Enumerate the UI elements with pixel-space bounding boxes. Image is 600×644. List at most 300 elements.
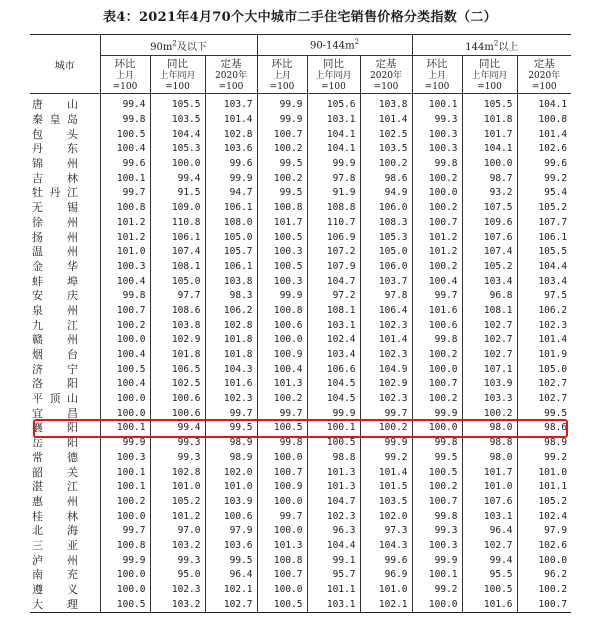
index-value-cell: 102.3 — [360, 318, 412, 333]
index-value-cell: 100.0 — [412, 362, 462, 377]
index-value-cell: 100.7 — [517, 597, 571, 612]
city-name: 泉州 — [32, 303, 78, 317]
index-value-cell: 105.3 — [150, 142, 205, 157]
index-value-cell: 100.2 — [517, 583, 571, 598]
city-name: 唐山 — [32, 98, 78, 112]
city-name: 丹东 — [32, 142, 78, 156]
index-value-cell: 107.4 — [150, 245, 205, 260]
index-value-cell: 103.5 — [150, 113, 205, 128]
table-row — [30, 142, 571, 157]
index-value-cell: 100.7 — [257, 127, 307, 142]
index-value-cell: 101.3 — [257, 539, 307, 554]
index-value-cell: 100.7 — [100, 304, 150, 319]
index-value-cell: 105.0 — [360, 245, 412, 260]
index-value-cell: 99.4 — [462, 553, 517, 568]
index-value-cell: 100.8 — [257, 304, 307, 319]
base-eq-header-0: =100 — [100, 82, 150, 94]
index-value-cell: 100.6 — [412, 318, 462, 333]
index-value-cell: 97.7 — [150, 289, 205, 304]
index-value-cell: 105.5 — [517, 245, 571, 260]
index-value-cell: 99.6 — [100, 157, 150, 172]
index-value-cell: 103.9 — [205, 495, 257, 510]
index-value-cell: 98.0 — [462, 451, 517, 466]
base-header-5: 2020年 — [360, 71, 412, 82]
index-value-cell: 99.5 — [517, 406, 571, 421]
index-value-cell: 104.4 — [307, 539, 360, 554]
index-value-cell: 107.9 — [307, 260, 360, 275]
city-name: 徐州 — [32, 215, 78, 229]
index-value-cell: 99.7 — [257, 406, 307, 421]
index-value-cell: 101.2 — [100, 216, 150, 231]
index-value-cell: 98.6 — [360, 171, 412, 186]
index-value-cell: 95.0 — [150, 568, 205, 583]
index-value-cell: 97.2 — [307, 289, 360, 304]
index-value-cell: 106.1 — [205, 201, 257, 216]
index-value-cell: 100.0 — [257, 583, 307, 598]
sub-header-7: 同比 — [462, 56, 517, 72]
index-value-cell: 97.3 — [360, 524, 412, 539]
index-value-cell: 107.5 — [462, 201, 517, 216]
index-value-cell: 98.7 — [462, 171, 517, 186]
index-value-cell: 102.8 — [150, 465, 205, 480]
city-cell — [30, 201, 100, 216]
index-value-cell: 102.3 — [150, 583, 205, 598]
sub-header-4: 同比 — [307, 56, 360, 72]
index-value-cell: 102.3 — [517, 318, 571, 333]
index-value-cell: 103.7 — [205, 94, 257, 113]
index-value-cell: 103.7 — [360, 274, 412, 289]
index-value-cell: 98.3 — [205, 289, 257, 304]
index-value-cell: 104.4 — [517, 260, 571, 275]
base-header-8: 2020年 — [517, 71, 571, 82]
index-value-cell: 99.2 — [360, 451, 412, 466]
index-value-cell: 102.4 — [307, 333, 360, 348]
index-value-cell: 102.0 — [205, 465, 257, 480]
index-value-cell: 103.8 — [150, 318, 205, 333]
city-name: 襄阳 — [32, 421, 78, 435]
index-value-cell: 106.4 — [360, 304, 412, 319]
city-cell — [30, 186, 100, 201]
city-name: 三亚 — [32, 538, 78, 552]
index-value-cell: 108.1 — [307, 304, 360, 319]
city-cell — [30, 583, 100, 598]
table-row — [30, 274, 571, 289]
index-value-cell: 95.7 — [307, 568, 360, 583]
city-name: 秦皇岛 — [32, 113, 78, 127]
index-value-cell: 95.4 — [517, 186, 571, 201]
index-value-cell: 99.9 — [257, 113, 307, 128]
city-cell — [30, 260, 100, 275]
table-row — [30, 157, 571, 172]
index-value-cell: 100.2 — [100, 318, 150, 333]
index-value-cell: 108.1 — [150, 260, 205, 275]
index-value-cell: 100.3 — [412, 539, 462, 554]
index-value-cell: 100.1 — [412, 94, 462, 113]
sub-header-3: 环比 — [257, 56, 307, 72]
index-value-cell: 99.9 — [100, 553, 150, 568]
index-value-cell: 99.3 — [150, 436, 205, 451]
index-value-cell: 98.9 — [517, 436, 571, 451]
index-value-cell: 100.0 — [412, 421, 462, 436]
city-name: 大理 — [32, 597, 78, 611]
city-cell — [30, 524, 100, 539]
index-value-cell: 100.4 — [257, 362, 307, 377]
index-value-cell: 102.7 — [462, 333, 517, 348]
city-cell — [30, 127, 100, 142]
index-value-cell: 100.9 — [257, 348, 307, 363]
base-eq-header-4: =100 — [307, 82, 360, 94]
index-value-cell: 100.5 — [100, 362, 150, 377]
city-cell — [30, 94, 100, 113]
index-value-cell: 100.0 — [150, 157, 205, 172]
city-name: 湛江 — [32, 480, 78, 494]
index-value-cell: 100.3 — [257, 245, 307, 260]
index-value-cell: 102.3 — [360, 392, 412, 407]
sub-header-0: 环比 — [100, 56, 150, 72]
city-cell — [30, 348, 100, 363]
index-value-cell: 101.9 — [517, 348, 571, 363]
index-value-cell: 98.6 — [517, 421, 571, 436]
index-value-cell: 100.2 — [412, 392, 462, 407]
index-value-cell: 105.3 — [360, 230, 412, 245]
index-value-cell: 108.0 — [205, 216, 257, 231]
index-value-cell: 99.5 — [257, 186, 307, 201]
index-value-cell: 101.7 — [462, 465, 517, 480]
index-value-cell: 100.1 — [100, 480, 150, 495]
city-cell — [30, 436, 100, 451]
index-value-cell: 102.3 — [205, 392, 257, 407]
base-header-0: 上月 — [100, 71, 150, 82]
index-value-cell: 100.3 — [100, 451, 150, 466]
index-value-cell: 100.5 — [412, 465, 462, 480]
city-cell — [30, 392, 100, 407]
index-value-cell: 99.9 — [257, 94, 307, 113]
city-name: 吉林 — [32, 171, 78, 185]
city-name: 惠州 — [32, 494, 78, 508]
index-value-cell: 101.8 — [205, 333, 257, 348]
index-value-cell: 98.9 — [205, 436, 257, 451]
table-row — [30, 480, 571, 495]
index-value-cell: 100.2 — [360, 421, 412, 436]
city-cell — [30, 597, 100, 612]
index-value-cell: 101.6 — [462, 597, 517, 612]
index-value-cell: 101.1 — [307, 583, 360, 598]
index-value-cell: 100.4 — [100, 348, 150, 363]
table-row — [30, 553, 571, 568]
index-value-cell: 91.9 — [307, 186, 360, 201]
index-value-cell: 101.6 — [412, 304, 462, 319]
city-name: 包头 — [32, 127, 78, 141]
table-row — [30, 377, 571, 392]
index-value-cell: 100.4 — [412, 274, 462, 289]
city-name: 南充 — [32, 568, 78, 582]
index-value-cell: 101.2 — [412, 230, 462, 245]
index-value-cell: 107.2 — [307, 245, 360, 260]
index-value-cell: 102.7 — [462, 539, 517, 554]
index-value-cell: 99.7 — [257, 509, 307, 524]
index-value-cell: 102.5 — [150, 377, 205, 392]
index-value-cell: 100.2 — [462, 406, 517, 421]
table-row — [30, 127, 571, 142]
city-cell — [30, 480, 100, 495]
index-value-cell: 99.9 — [307, 406, 360, 421]
index-value-cell: 101.2 — [150, 509, 205, 524]
table-row — [30, 539, 571, 554]
index-value-cell: 99.3 — [412, 113, 462, 128]
index-value-cell: 104.7 — [307, 274, 360, 289]
index-value-cell: 103.6 — [205, 539, 257, 554]
table-row — [30, 568, 571, 583]
index-value-cell: 100.6 — [257, 318, 307, 333]
table-row — [30, 171, 571, 186]
table-title: 表4：2021年4月70个大中城市二手住宅销售价格分类指数（二） — [103, 10, 497, 25]
table-row — [30, 465, 571, 480]
index-value-cell: 99.9 — [100, 436, 150, 451]
index-value-cell: 105.0 — [205, 230, 257, 245]
index-value-cell: 99.5 — [257, 157, 307, 172]
table-row — [30, 230, 571, 245]
index-value-cell: 99.3 — [150, 451, 205, 466]
index-value-cell: 100.0 — [257, 333, 307, 348]
index-value-cell: 99.7 — [100, 524, 150, 539]
index-value-cell: 101.4 — [517, 127, 571, 142]
index-value-cell: 100.6 — [150, 392, 205, 407]
index-value-cell: 100.5 — [257, 230, 307, 245]
index-value-cell: 107.4 — [462, 245, 517, 260]
index-value-cell: 99.5 — [412, 451, 462, 466]
index-value-cell: 101.0 — [462, 480, 517, 495]
group-header-144-above: $144m^2$以上 — [412, 35, 571, 56]
index-value-cell: 100.0 — [100, 509, 150, 524]
index-value-cell: 100.7 — [257, 465, 307, 480]
base-eq-header-6: =100 — [412, 82, 462, 94]
index-value-cell: 100.0 — [100, 568, 150, 583]
sub-header-6: 环比 — [412, 56, 462, 72]
city-name: 遵义 — [32, 583, 78, 597]
table-row — [30, 304, 571, 319]
index-value-cell: 97.0 — [150, 524, 205, 539]
index-value-cell: 99.9 — [412, 553, 462, 568]
index-value-cell: 101.3 — [257, 377, 307, 392]
index-value-cell: 108.3 — [360, 216, 412, 231]
index-value-cell: 100.0 — [412, 597, 462, 612]
table-row — [30, 113, 571, 128]
index-value-cell: 104.1 — [517, 94, 571, 113]
index-value-cell: 105.2 — [150, 495, 205, 510]
index-value-cell: 106.0 — [360, 260, 412, 275]
index-value-cell: 99.9 — [205, 171, 257, 186]
index-value-cell: 102.3 — [307, 509, 360, 524]
index-value-cell: 101.3 — [307, 465, 360, 480]
index-value-cell: 98.9 — [205, 451, 257, 466]
index-value-cell: 108.1 — [462, 304, 517, 319]
city-cell — [30, 362, 100, 377]
index-value-cell: 103.1 — [307, 597, 360, 612]
index-value-cell: 100.0 — [100, 392, 150, 407]
city-name: 锦州 — [32, 157, 78, 171]
index-value-cell: 103.8 — [360, 94, 412, 113]
index-value-cell: 100.2 — [412, 201, 462, 216]
index-value-cell: 100.2 — [257, 171, 307, 186]
index-value-cell: 100.0 — [100, 406, 150, 421]
index-value-cell: 103.3 — [462, 392, 517, 407]
index-value-cell: 108.8 — [307, 201, 360, 216]
sub-header-1: 同比 — [150, 56, 205, 72]
index-value-cell: 100.3 — [100, 260, 150, 275]
index-value-cell: 101.8 — [462, 113, 517, 128]
sub-header-8: 定基 — [517, 56, 571, 72]
index-value-cell: 101.8 — [205, 348, 257, 363]
index-value-cell: 100.8 — [257, 201, 307, 216]
base-header-2: 2020年 — [205, 71, 257, 82]
index-value-cell: 106.2 — [517, 304, 571, 319]
index-value-cell: 100.2 — [100, 495, 150, 510]
index-value-cell: 97.8 — [360, 289, 412, 304]
index-value-cell: 107.6 — [462, 230, 517, 245]
index-value-cell: 103.8 — [205, 274, 257, 289]
index-value-cell: 99.8 — [100, 289, 150, 304]
index-value-cell: 101.8 — [150, 348, 205, 363]
city-cell — [30, 333, 100, 348]
index-value-cell: 93.2 — [462, 186, 517, 201]
index-value-cell: 100.6 — [150, 406, 205, 421]
index-value-cell: 99.9 — [307, 157, 360, 172]
index-value-cell: 100.5 — [257, 260, 307, 275]
index-value-cell: 101.0 — [205, 480, 257, 495]
sub-header-5: 定基 — [360, 56, 412, 72]
index-value-cell: 98.8 — [462, 436, 517, 451]
index-value-cell: 95.5 — [462, 568, 517, 583]
table-row — [30, 318, 571, 333]
base-header-7: 上年同月 — [462, 71, 517, 82]
table-row — [30, 451, 571, 466]
index-value-cell: 97.8 — [307, 171, 360, 186]
index-value-cell: 101.1 — [517, 480, 571, 495]
index-value-cell: 100.3 — [412, 127, 462, 142]
index-value-cell: 109.0 — [150, 201, 205, 216]
table-row — [30, 201, 571, 216]
index-value-cell: 100.5 — [257, 597, 307, 612]
index-value-cell: 102.4 — [517, 509, 571, 524]
index-value-cell: 107.7 — [517, 216, 571, 231]
city-name: 赣州 — [32, 333, 78, 347]
index-value-cell: 100.0 — [257, 495, 307, 510]
index-value-cell: 97.9 — [205, 524, 257, 539]
index-value-cell: 105.2 — [517, 201, 571, 216]
index-value-cell: 104.3 — [360, 539, 412, 554]
city-name: 北海 — [32, 524, 78, 538]
index-value-cell: 99.7 — [205, 406, 257, 421]
index-value-cell: 99.2 — [517, 171, 571, 186]
index-value-cell: 100.1 — [100, 421, 150, 436]
base-header-1: 上年同月 — [150, 71, 205, 82]
index-value-cell: 106.6 — [307, 362, 360, 377]
city-cell — [30, 451, 100, 466]
base-eq-header-8: =100 — [517, 82, 571, 94]
index-value-cell: 99.6 — [205, 157, 257, 172]
base-eq-header-3: =100 — [257, 82, 307, 94]
city-name: 安庆 — [32, 289, 78, 303]
index-value-cell: 102.7 — [205, 597, 257, 612]
index-value-cell: 103.2 — [150, 539, 205, 554]
index-value-cell: 106.1 — [150, 230, 205, 245]
index-value-cell: 100.0 — [100, 583, 150, 598]
table-row — [30, 186, 571, 201]
base-eq-header-2: =100 — [205, 82, 257, 94]
index-value-cell: 96.4 — [462, 524, 517, 539]
index-value-cell: 105.2 — [462, 260, 517, 275]
index-value-cell: 94.7 — [205, 186, 257, 201]
index-value-cell: 100.7 — [257, 568, 307, 583]
city-cell — [30, 157, 100, 172]
index-value-cell: 104.4 — [150, 127, 205, 142]
index-value-cell: 106.5 — [150, 362, 205, 377]
table-row — [30, 94, 571, 113]
city-name: 牡丹江 — [32, 186, 78, 200]
index-value-cell: 100.2 — [257, 392, 307, 407]
city-cell — [30, 230, 100, 245]
city-name: 宜昌 — [32, 406, 78, 420]
index-value-cell: 99.7 — [100, 186, 150, 201]
index-value-cell: 110.7 — [307, 216, 360, 231]
index-value-cell: 100.2 — [412, 480, 462, 495]
price-index-table — [30, 34, 571, 613]
index-value-cell: 99.7 — [412, 289, 462, 304]
index-value-cell: 101.4 — [360, 465, 412, 480]
table-row — [30, 333, 571, 348]
index-value-cell: 100.3 — [257, 274, 307, 289]
index-value-cell: 100.5 — [307, 436, 360, 451]
index-value-cell: 96.3 — [307, 524, 360, 539]
index-value-cell: 103.4 — [462, 274, 517, 289]
index-value-cell: 104.1 — [307, 127, 360, 142]
table-row — [30, 362, 571, 377]
city-cell — [30, 539, 100, 554]
index-value-cell: 102.3 — [360, 348, 412, 363]
index-value-cell: 101.7 — [462, 127, 517, 142]
index-value-cell: 107.1 — [462, 362, 517, 377]
index-value-cell: 101.5 — [360, 480, 412, 495]
base-header-6: 上月 — [412, 71, 462, 82]
index-value-cell: 91.5 — [150, 186, 205, 201]
index-value-cell: 100.8 — [257, 553, 307, 568]
index-value-cell: 100.5 — [462, 583, 517, 598]
index-value-cell: 99.5 — [205, 553, 257, 568]
index-value-cell: 105.0 — [150, 274, 205, 289]
index-value-cell: 104.9 — [360, 362, 412, 377]
table-row — [30, 348, 571, 363]
index-value-cell: 100.2 — [360, 157, 412, 172]
index-value-cell: 98.8 — [307, 451, 360, 466]
index-value-cell: 100.2 — [412, 171, 462, 186]
index-value-cell: 102.0 — [360, 509, 412, 524]
index-value-cell: 99.7 — [360, 406, 412, 421]
index-value-cell: 101.7 — [257, 216, 307, 231]
city-cell — [30, 274, 100, 289]
index-value-cell: 105.2 — [517, 495, 571, 510]
index-value-cell: 104.1 — [307, 142, 360, 157]
index-value-cell: 100.8 — [100, 539, 150, 554]
index-value-cell: 110.8 — [150, 216, 205, 231]
index-value-cell: 102.6 — [517, 142, 571, 157]
index-value-cell: 104.3 — [205, 362, 257, 377]
index-value-cell: 100.0 — [257, 451, 307, 466]
table-row — [30, 216, 571, 231]
index-value-cell: 103.5 — [360, 495, 412, 510]
index-value-cell: 100.4 — [100, 274, 150, 289]
group-header-90-144: $90-144m^2$ — [257, 35, 412, 56]
index-value-cell: 101.6 — [205, 377, 257, 392]
